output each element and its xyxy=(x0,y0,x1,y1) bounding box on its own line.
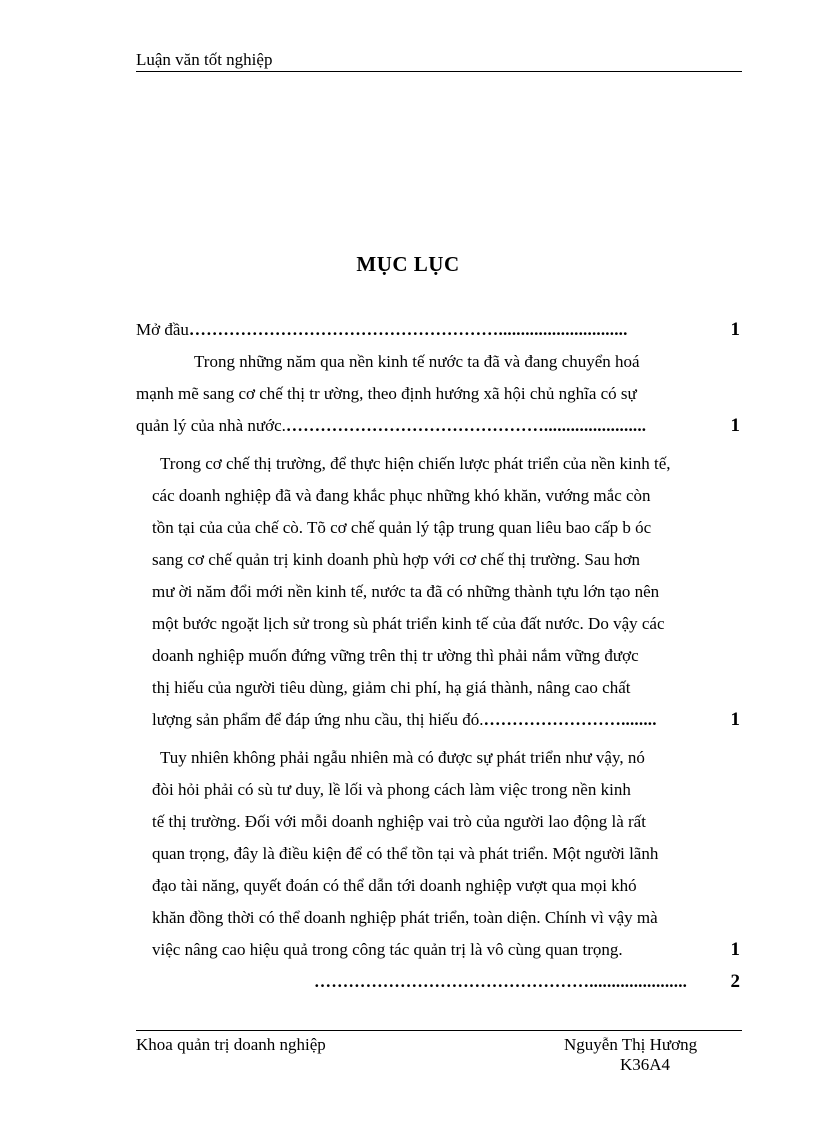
toc-text-line: khăn đồng thời có thể doanh nghiệp phát triển, toàn diện. Chính vì vậy mà xyxy=(152,908,658,927)
toc-leader-dots: …………………………………………...................... xyxy=(314,972,688,991)
page-header xyxy=(136,50,742,72)
footer-department: Khoa quản trị doanh nghiệp xyxy=(136,1035,326,1054)
toc-leader-dots: ………………………………………....................... xyxy=(285,416,647,435)
toc-page-number: 1 xyxy=(730,709,740,730)
footer-class: K36A4 xyxy=(620,1055,671,1074)
toc-text-line: sang cơ chế quản trị kinh doanh phù hợp với cơ chế thị trường. Sau hơn xyxy=(152,550,641,569)
toc-text-line: các doanh nghiệp đã và đang khắc phục những khó khăn, vướng mắc còn xyxy=(152,486,651,505)
toc-page-number: 1 xyxy=(730,319,740,340)
toc-text-line: Trong những năm qua nền kinh tế nước ta đã và đang chuyển hoá xyxy=(194,352,640,371)
toc-entry-mo-dau[interactable] xyxy=(136,314,740,346)
toc-text-line: tồn tại của của chế cò. Tõ cơ chế quản lý tập trung quan liêu bao cấp b óc xyxy=(152,518,652,537)
table-of-contents xyxy=(136,314,740,998)
toc-page-number-2: 2 xyxy=(730,971,740,992)
toc-leader-dots: ………………………………………………............................. xyxy=(188,320,628,339)
toc-entry-1[interactable] xyxy=(136,346,740,442)
toc-text-last: quản lý của nhà nước. xyxy=(136,416,286,435)
toc-text-line: một bước ngoặt lịch sử trong sù phát triển kinh tế của đất nước. Do vậy các xyxy=(152,614,665,633)
toc-leader-dots: ……………………........ xyxy=(483,710,657,729)
toc-text-line: mạnh mẽ sang cơ chế thị tr ường, theo định hướng xã hội chủ nghĩa có sự xyxy=(136,384,637,403)
toc-text-line: mư ời năm đổi mới nền kinh tế, nước ta đã có những thành tựu lớn tạo nên xyxy=(152,582,660,601)
toc-text-line: Trong cơ chế thị trường, để thực hiện chiến lược phát triển của nền kinh tế, xyxy=(160,454,671,473)
toc-text-line: thị hiếu của người tiêu dùng, giảm chi phí, hạ giá thành, nâng cao chất xyxy=(152,678,631,697)
page-title: MỤC LỤC xyxy=(356,252,460,276)
toc-entry-3[interactable] xyxy=(136,742,740,998)
toc-text-line: đạo tài năng, quyết đoán có thể dẫn tới doanh nghiệp vượt qua mọi khó xyxy=(152,876,637,895)
toc-entry-2[interactable] xyxy=(136,448,740,736)
toc-text-last: việc nâng cao hiệu quả trong công tác quản trị là vô cùng quan trọng. xyxy=(152,940,623,959)
toc-text-line: tế thị trường. Đối với mỗi doanh nghiệp vai trò của người lao động là rất xyxy=(152,812,646,831)
footer-author-block xyxy=(564,1035,697,1075)
header-text: Luận văn tốt nghiệp xyxy=(136,50,273,69)
toc-label: Mở đầu xyxy=(136,320,189,339)
toc-page-number: 1 xyxy=(730,939,740,960)
footer-author: Nguyễn Thị Hương xyxy=(564,1035,698,1054)
toc-text-line: Tuy nhiên không phải ngẫu nhiên mà có được sự phát triển như vậy, nó xyxy=(160,748,645,767)
toc-text-last: lượng sản phẩm để đáp ứng nhu cầu, thị hiếu đó. xyxy=(152,710,484,729)
page-footer xyxy=(136,1030,742,1074)
toc-page-number: 1 xyxy=(730,415,740,436)
toc-text-line: doanh nghiệp muốn đứng vững trên thị tr ường thì phải nắm vững được xyxy=(152,646,639,665)
toc-text-line: đòi hỏi phải có sù tư duy, lề lối và phong cách làm việc trong nền kinh xyxy=(152,780,631,799)
toc-text-line: quan trọng, đây là điều kiện để có thể tồn tại và phát triển. Một người lãnh xyxy=(152,844,659,863)
